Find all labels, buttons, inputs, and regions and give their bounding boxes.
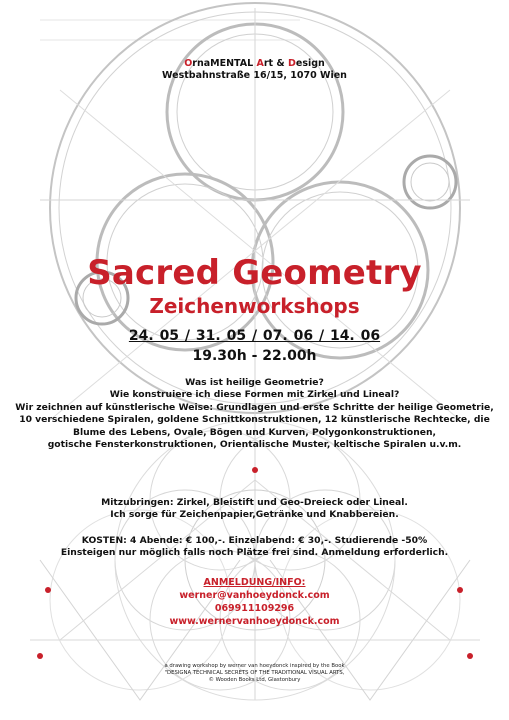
poster-subtitle: Zeichenworkshops [149,294,360,318]
credits-line: "DESIGNA TECHNICAL SECRETS OF THE TRADITIONAL VISUAL ARTS, [164,670,345,676]
org-part: D [287,58,296,69]
description-line: 10 verschiedene Spiralen, goldene Schnittkonstruktionen, 12 künstlerische Rechtecke, die [19,414,490,426]
description-block [0,377,509,451]
org-part: O [184,58,193,69]
bring-line: Ich sorge für Zeichenpapier,Getränke und Knabbereien. [110,509,399,521]
contact-block [0,576,509,628]
bring-line: Mitzubringen: Zirkel, Bleistift und Geo-Dreieck oder Lineal. [101,497,408,508]
credits-line: a drawing workshop by werner van hoeydonck inspired by the Book [164,663,345,669]
organizer-name [0,58,509,70]
contact-email-link[interactable]: werner@vanhoeydonck.com [179,590,330,601]
poster-title: Sacred Geometry [87,253,422,293]
description-line: gotische Fensterkonstruktionen, Orientalische Muster, keltische Spiralen u.v.m. [47,439,462,451]
costs-line: Einsteigen nur möglich falls noch Plätze frei sind. Anmeldung erforderlich. [60,547,449,559]
credits-block [0,663,509,684]
credits-line: © Wooden Books Ltd, Glastonbury [208,677,301,683]
org-part: rt & [263,58,288,69]
workshop-time: 19.30h - 22.00h [192,348,317,364]
description-line: Wie konstruiere ich diese Formen mit Zirkel und Lineal? [109,389,400,401]
contact-phone: 069911109296 [214,603,295,614]
contact-heading: ANMELDUNG/INFO: [203,577,306,588]
description-line: Blume des Lebens, Ovale, Bögen und Kurven, Polygonkonstruktionen, [72,426,437,438]
org-part: esign [295,58,325,69]
org-part: rnaMENTAL [192,58,257,69]
costs-block [0,535,509,560]
description-line: Wir zeichnen auf künstlerische Weise: Grundlagen und erste Schritte der heilige Geometrie, [15,401,494,413]
organizer-address: Westbahnstraße 16/15, 1070 Wien [162,70,347,81]
workshop-dates: 24. 05 / 31. 05 / 07. 06 / 14. 06 [128,328,381,344]
costs-line: KOSTEN: 4 Abende: € 100,-. Einzelabend: € 30,-. Studierende -50% [81,535,428,546]
organizer-block [0,58,509,82]
contact-website-link[interactable]: www.wernervanhoeydonck.com [169,616,340,627]
description-line: Was ist heilige Geometrie? [185,377,324,388]
org-part: A [256,58,264,69]
bring-block [0,497,509,522]
